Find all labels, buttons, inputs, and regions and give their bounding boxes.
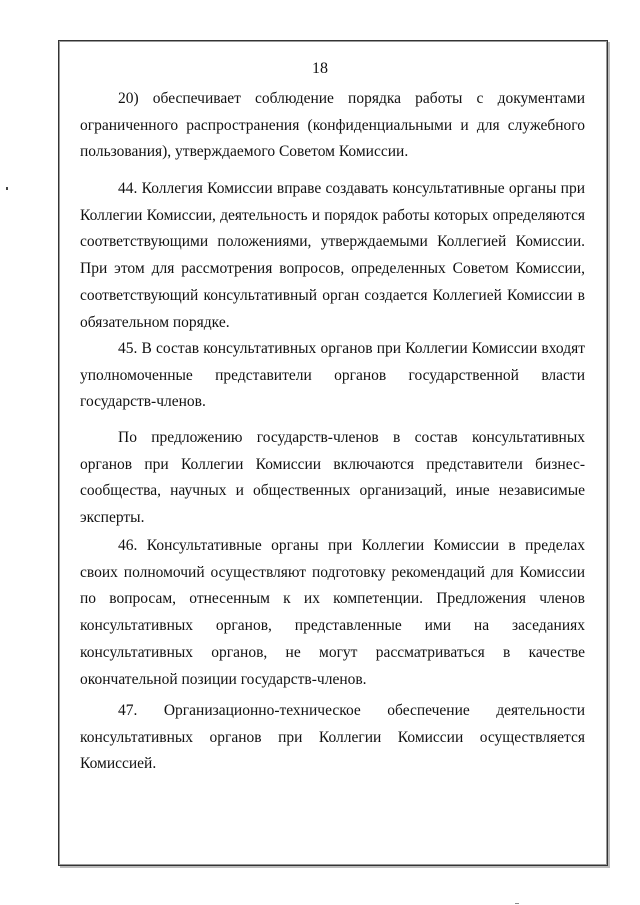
paragraph-47: 47. Организационно-техническое обеспечение деятельности консультативных органов при Коллегии Комиссии осуществляется Комиссией. [80,702,585,773]
paragraph-item-20: 20) обеспечивает соблюдение порядка работы с документами ограниченного распространения (конфиденциальными и для служебного пользования), утверждаемого Советом Комиссии. [80,90,585,161]
paragraph-45-continued: По предложению государств-членов в состав консультативных органов при Коллегии Комиссии включаются представители бизнес-сообщества, научных и общественных организаций, иные независимые эксперты. [80,429,585,527]
paragraph-46: 46. Консультативные органы при Коллегии Комиссии в пределах своих полномочий осуществляют подготовку рекомендаций для Комиссии по вопросам, отнесенным к их компетенции. Предложения членов консультативных органов, представленные ими на заседаниях консультативных органов, не могут рассматриваться в качестве окончательной позиции государств-членов. [80,537,585,688]
scan-mark [6,187,8,190]
paragraph-45: 45. В состав консультативных органов при Коллегии Комиссии входят уполномоченные представители органов государственной власти государств-членов. [80,340,585,411]
paragraph-44: 44. Коллегия Комиссии вправе создавать консультативные органы при Коллегии Комиссии, деятельность и порядок работы которых определяются соответствующими положениями, утверждаемыми Коллегией Комиссии. При этом для рассмотрения вопросов, определенных Советом Комиссии, соответствующий консультативный орган создается Коллегией Комиссии в обязательном порядке. [80,180,585,331]
scan-mark [515,903,519,904]
page-number: 18 [312,60,328,77]
